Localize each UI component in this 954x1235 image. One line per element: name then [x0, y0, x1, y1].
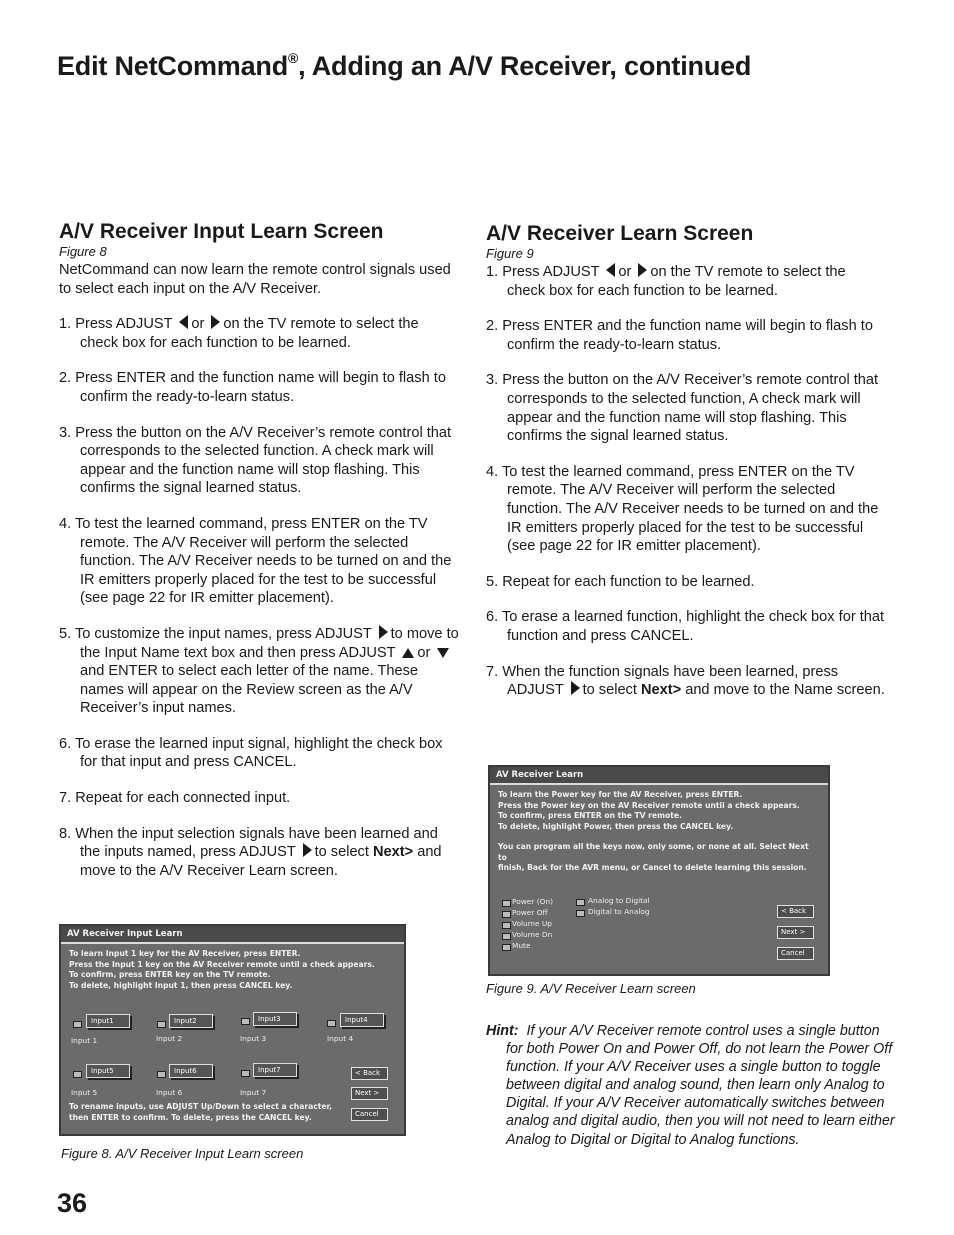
page-number: 36: [57, 1188, 88, 1218]
function-label: Power (On): [512, 897, 553, 906]
arrow-right-icon: [379, 625, 388, 639]
input-checkbox[interactable]: [73, 1021, 82, 1028]
arrow-right-icon: [638, 263, 647, 277]
screen-instructions: To learn the Power key for the AV Receiver, press ENTER. Press the Power key on the AV Receiver remote until a check appears. To confirm, press ENTER on the TV remote. To delete, highlight Power, then press the CANCEL key. You can program all the keys now, only some, or none at all. Select Next to finish, Back for the AVR menu, or Cancel to delete learning this session.: [498, 790, 809, 872]
section-heading-input-learn: A/V Receiver Input Learn Screen: [59, 220, 384, 243]
next-button[interactable]: Next >: [777, 926, 814, 939]
figure-ref: Figure 8: [59, 244, 107, 259]
input-label: Input 7: [240, 1088, 267, 1097]
input-label: Input 1: [71, 1036, 98, 1045]
right-column: [486, 222, 886, 717]
function-checkbox[interactable]: [576, 910, 585, 917]
input-name-box[interactable]: Input5: [86, 1064, 130, 1078]
function-checkbox[interactable]: [502, 911, 511, 918]
figure-9-screenshot: [488, 765, 830, 976]
intro-text: NetCommand can now learn the remote control signals used to select each input on the A/V Receiver.: [59, 262, 451, 297]
figure-ref: Figure 9: [486, 246, 534, 261]
step-5: 5. To customize the input names, press ADJUST to move to the Input Name text box and then press ADJUST or and ENTER to select each letter of the name. These names will appear on the Review screen as the A/V Receiver’s input names.: [59, 625, 459, 717]
step-7: 7. When the function signals have been learned, press ADJUST to select Next> and move to the Name screen.: [486, 663, 885, 699]
function-label: Analog to Digital: [588, 896, 650, 905]
hint-note: Hint: If your A/V Receiver remote control uses a single button for both Power On and Power Off, do not learn the Power Off function. If your A/V Receiver uses a single button to toggle between digital and analog sound, then learn only Analog to Digital. If your A/V Receiver automatically switches between analog and digital audio, then you will not need to learn either Analog to Digital or Digital to Analog functions.: [486, 1023, 895, 1148]
function-label: Volume Dn: [512, 930, 553, 939]
input-checkbox[interactable]: [241, 1018, 250, 1025]
step-1: 1. Press ADJUST or on the TV remote to select the check box for each function to be learned.: [59, 316, 419, 351]
function-checkbox[interactable]: [576, 899, 585, 906]
cancel-button[interactable]: Cancel: [351, 1108, 388, 1121]
arrow-right-icon: [303, 843, 312, 857]
input-label: Input 4: [327, 1034, 354, 1043]
screen-title-bar: AV Receiver Learn: [490, 767, 828, 785]
arrow-right-icon: [211, 315, 220, 329]
step-5: 5. Repeat for each function to be learned.: [486, 573, 755, 590]
input-checkbox[interactable]: [327, 1020, 336, 1027]
step-6: 6. To erase a learned function, highlight the check box for that function and press CANCEL.: [486, 609, 885, 644]
hint-label: Hint:: [486, 1023, 519, 1039]
function-checkbox[interactable]: [502, 922, 511, 929]
step-7: 7. Repeat for each connected input.: [59, 790, 291, 807]
input-checkbox[interactable]: [73, 1071, 82, 1078]
arrow-down-icon: [437, 648, 449, 658]
input-name-box[interactable]: Input2: [169, 1014, 213, 1028]
input-name-box[interactable]: Input1: [86, 1014, 130, 1028]
section-heading-learn: A/V Receiver Learn Screen: [486, 222, 754, 245]
input-name-box[interactable]: Input4: [340, 1013, 384, 1027]
function-checkbox[interactable]: [502, 900, 511, 907]
function-checkbox[interactable]: [502, 944, 511, 951]
screen-instructions: To learn Input 1 key for the AV Receiver, press ENTER. Press the Input 1 key on the AV Receiver remote until a check appears. To confirm, press ENTER key on the TV remote. To delete, highlight Input 1, then press CANCEL key.: [69, 949, 375, 990]
function-label: Mute: [512, 941, 531, 950]
input-name-box[interactable]: Input3: [253, 1012, 297, 1026]
step-3: 3. Press the button on the A/V Receiver’s remote control that corresponds to the selected function, A check mark will appear and the function name will stop flashing. This confirms the signal learned status.: [486, 372, 879, 445]
input-checkbox[interactable]: [157, 1021, 166, 1028]
arrow-left-icon: [606, 263, 615, 277]
left-column: [59, 220, 459, 897]
back-button[interactable]: < Back: [351, 1067, 388, 1080]
input-label: Input 3: [240, 1034, 267, 1043]
step-8: 8. When the input selection signals have been learned and the inputs named, press ADJUST to select Next> and move to the A/V Receiver Learn screen.: [59, 825, 442, 879]
function-label: Digital to Analog: [588, 907, 650, 916]
arrow-right-icon: [571, 681, 580, 695]
step-4: 4. To test the learned command, press ENTER on the TV remote. The A/V Receiver will perform the selected function. The A/V Receiver needs to be turned on and the IR emitters properly placed for the test to be successful (see page 22 for IR emitter placement).: [59, 515, 452, 607]
function-checkbox[interactable]: [502, 933, 511, 940]
input-checkbox[interactable]: [241, 1070, 250, 1077]
figure-8-caption: Figure 8. A/V Receiver Input Learn screen: [61, 1146, 304, 1161]
figure-9-caption: Figure 9. A/V Receiver Learn screen: [486, 981, 696, 996]
arrow-left-icon: [179, 315, 188, 329]
step-4: 4. To test the learned command, press ENTER on the TV remote. The A/V Receiver will perform the selected function. The A/V Receiver needs to be turned on and the IR emitters properly placed for the test to be successful (see page 22 for IR emitter placement).: [486, 463, 879, 555]
input-name-box[interactable]: Input7: [253, 1063, 297, 1077]
page-title: Edit NetCommand®, Adding an A/V Receiver, continued: [57, 50, 752, 81]
input-label: Input 2: [156, 1034, 183, 1043]
next-button[interactable]: Next >: [351, 1087, 388, 1100]
back-button[interactable]: < Back: [777, 905, 814, 918]
input-label: Input 5: [71, 1088, 98, 1097]
step-2: 2. Press ENTER and the function name will begin to flash to confirm the ready-to-learn status.: [59, 370, 446, 405]
cancel-button[interactable]: Cancel: [777, 947, 814, 960]
screen-footer: To rename inputs, use ADJUST Up/Down to select a character, then ENTER to confirm. To delete, press the CANCEL key.: [69, 1102, 332, 1122]
function-label: Power Off: [512, 908, 548, 917]
input-name-box[interactable]: Input6: [169, 1064, 213, 1078]
registered-mark: ®: [288, 50, 299, 66]
step-2: 2. Press ENTER and the function name will begin to flash to confirm the ready-to-learn status.: [486, 318, 873, 353]
function-label: Volume Up: [512, 919, 552, 928]
step-1: 1. Press ADJUST or on the TV remote to select the check box for each function to be learned.: [486, 264, 846, 299]
screen-title-bar: AV Receiver Input Learn: [61, 926, 404, 944]
input-label: Input 6: [156, 1088, 183, 1097]
figure-8-screenshot: [59, 924, 406, 1136]
step-3: 3. Press the button on the A/V Receiver’s remote control that corresponds to the selected function. A check mark will appear and the function name will stop flashing. This confirms the signal learned status.: [59, 424, 452, 497]
arrow-up-icon: [402, 648, 414, 658]
input-checkbox[interactable]: [157, 1071, 166, 1078]
step-6: 6. To erase the learned input signal, highlight the check box for that input and press CANCEL.: [59, 735, 443, 771]
